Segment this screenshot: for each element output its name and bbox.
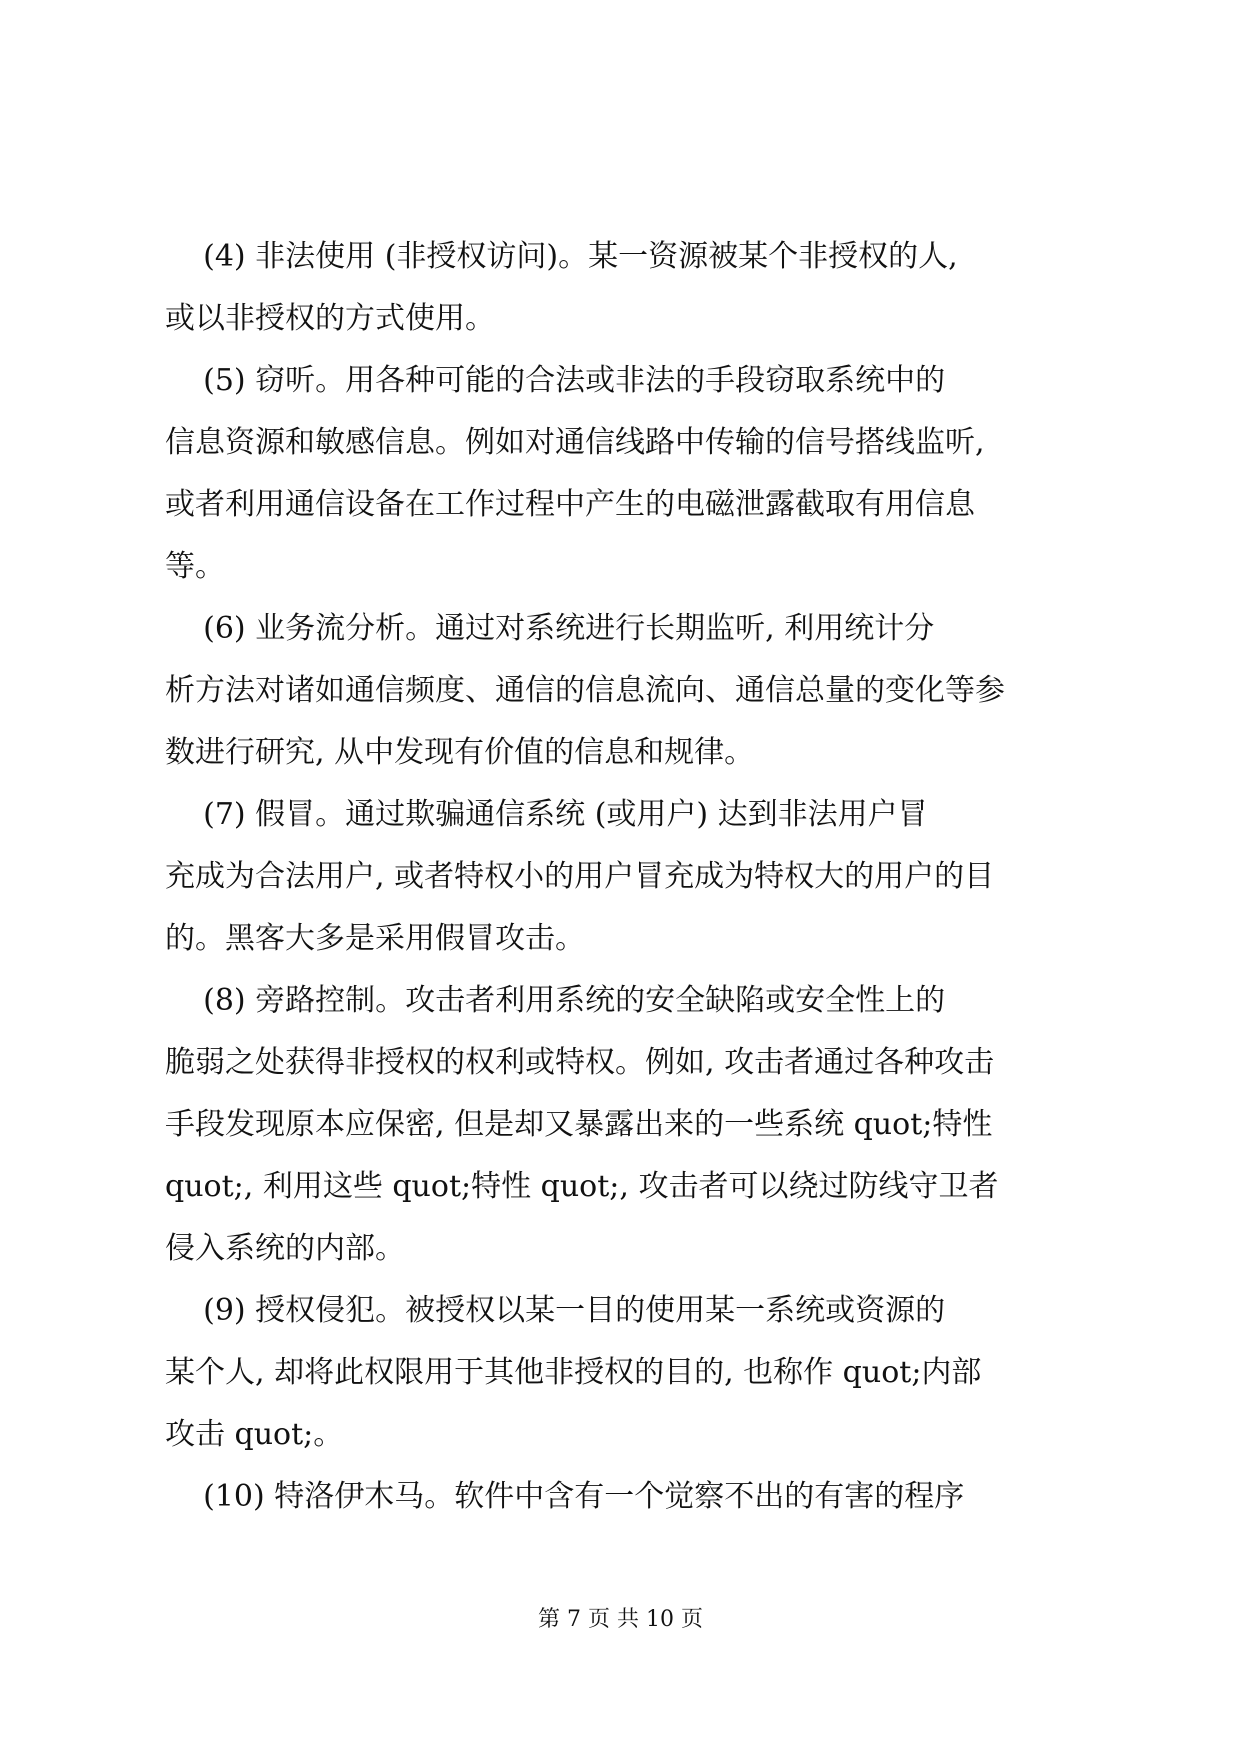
text-line: (10) 特洛伊木马。软件中含有一个觉察不出的有害的程序 bbox=[165, 1479, 965, 1514]
text-line: (6) 业务流分析。通过对系统进行长期监听, 利用统计分 bbox=[165, 611, 935, 646]
text-line: 等。 bbox=[165, 549, 225, 584]
text-line: 某个人, 却将此权限用于其他非授权的目的, 也称作 quot;内部 bbox=[165, 1355, 982, 1390]
text-line: 攻击 quot;。 bbox=[165, 1417, 344, 1452]
text-line: 数进行研究, 从中发现有价值的信息和规律。 bbox=[165, 735, 755, 770]
text-line: 充成为合法用户, 或者特权小的用户冒充成为特权大的用户的目 bbox=[165, 859, 995, 894]
text-line: 或者利用通信设备在工作过程中产生的电磁泄露截取有用信息 bbox=[165, 487, 975, 522]
text-line: (5) 窃听。用各种可能的合法或非法的手段窃取系统中的 bbox=[165, 363, 946, 398]
page-footer: 第 7 页 共 10 页 bbox=[538, 1607, 703, 1632]
text-line: 的。黑客大多是采用假冒攻击。 bbox=[165, 921, 585, 956]
text-line: 手段发现原本应保密, 但是却又暴露出来的一些系统 quot;特性 bbox=[165, 1107, 993, 1142]
text-line: (4) 非法使用 (非授权访问)。某一资源被某个非授权的人, bbox=[165, 239, 958, 274]
text-line: 信息资源和敏感信息。例如对通信线路中传输的信号搭线监听, bbox=[165, 425, 985, 460]
text-line: (8) 旁路控制。攻击者利用系统的安全缺陷或安全性上的 bbox=[165, 983, 946, 1018]
text-line: 或以非授权的方式使用。 bbox=[165, 301, 495, 336]
text-line: 脆弱之处获得非授权的权利或特权。例如, 攻击者通过各种攻击 bbox=[165, 1045, 995, 1080]
text-line: 侵入系统的内部。 bbox=[165, 1231, 405, 1266]
text-line: 析方法对诸如通信频度、通信的信息流向、通信总量的变化等参 bbox=[165, 673, 1005, 708]
text-line: (7) 假冒。通过欺骗通信系统 (或用户) 达到非法用户冒 bbox=[165, 797, 928, 832]
body-text bbox=[165, 226, 1085, 1528]
text-line: (9) 授权侵犯。被授权以某一目的使用某一系统或资源的 bbox=[165, 1293, 946, 1328]
text-line: quot;, 利用这些 quot;特性 quot;, 攻击者可以绕过防线守卫者 bbox=[165, 1169, 999, 1204]
